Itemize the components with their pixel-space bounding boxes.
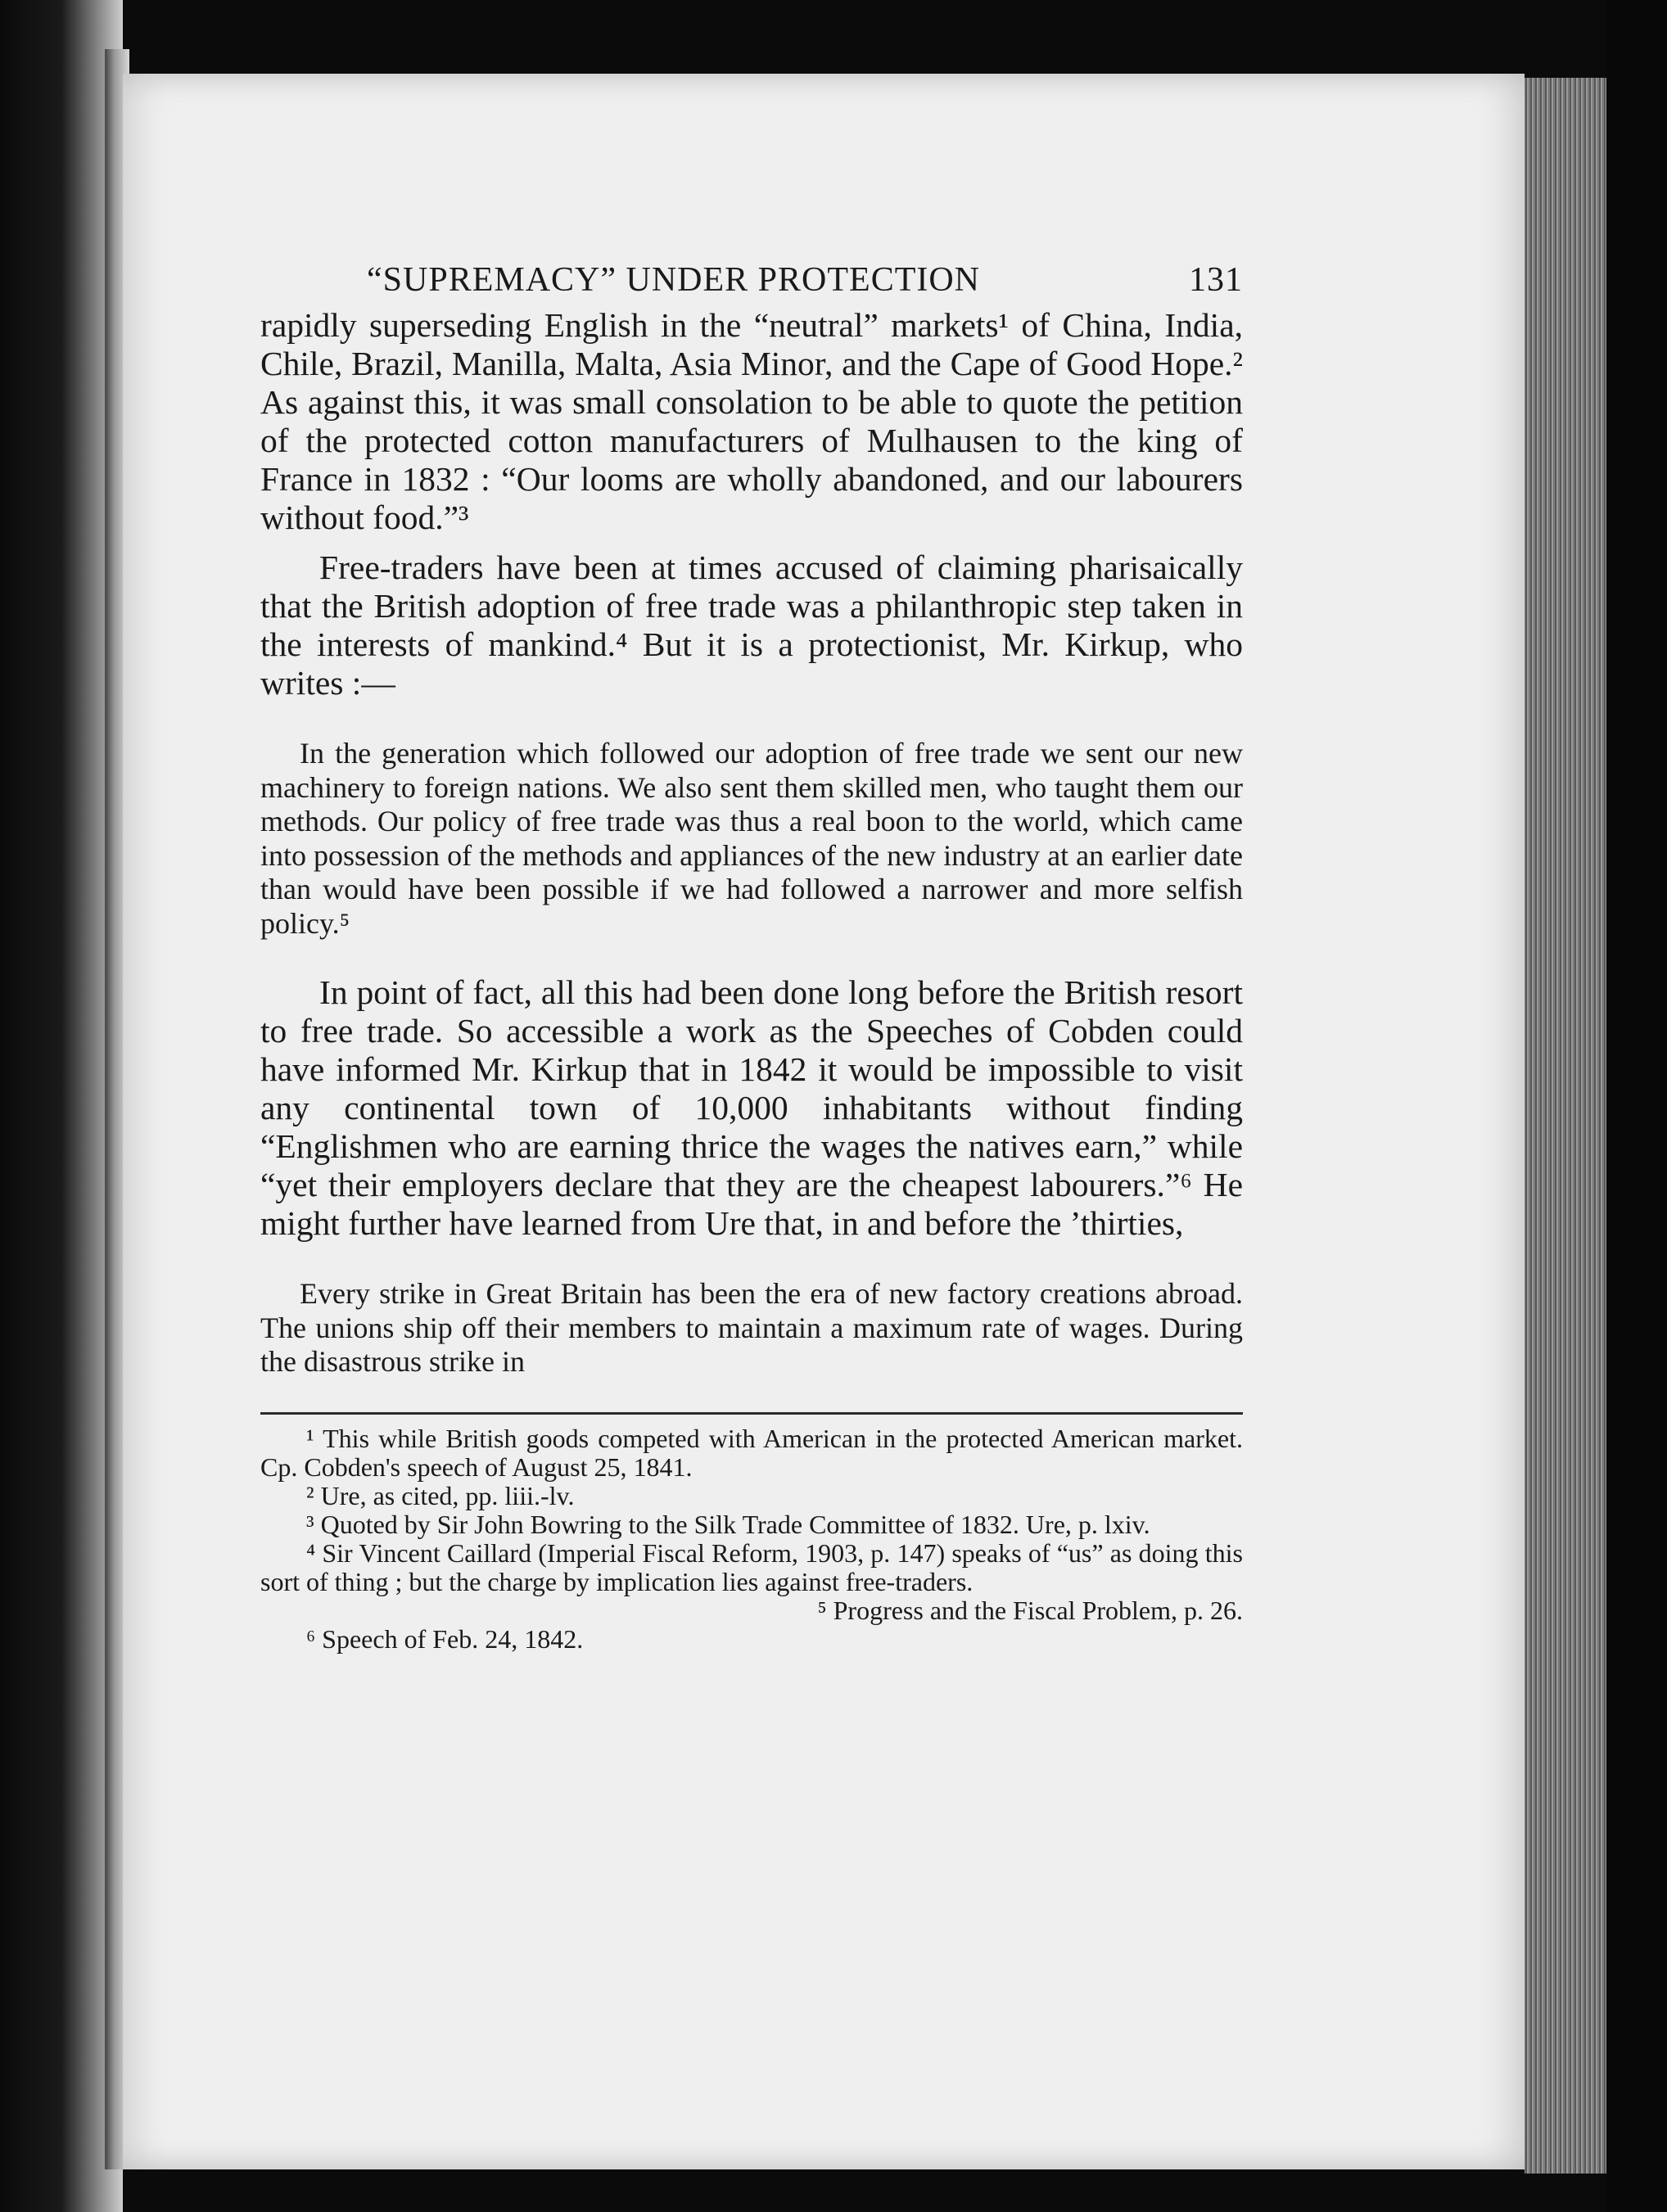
page-number: 131 bbox=[1189, 261, 1243, 299]
footnote-2: ² Ure, as cited, pp. liii.-lv. bbox=[306, 1480, 575, 1510]
paragraph-2: Free-traders have been at times accused of claiming pharisaically that the British adoption of free trade was a philanthropic step taken in the interests of mankind.⁴ But it is a protectionist, Mr. Kirkup, who writes :— bbox=[260, 548, 1243, 702]
footnote-rule bbox=[260, 1412, 1243, 1415]
footnote-3: ³ Quoted by Sir John Bowring to the Silk Trade Committee of 1832. Ure, p. lxiv. bbox=[306, 1509, 1150, 1539]
running-head bbox=[260, 260, 1243, 300]
footnote-6: ⁶ Speech of Feb. 24, 1842. bbox=[306, 1623, 584, 1654]
binding-shadow bbox=[1606, 0, 1667, 2212]
running-head-title: “SUPREMACY” UNDER PROTECTION bbox=[367, 261, 981, 299]
block-quote-ure: Every strike in Great Britain has been the era of new factory creations abroad. The unions ship off their members to maintain a maximum rate of wages. During the disastrous strike in bbox=[260, 1277, 1243, 1378]
footnote-1: ¹ This while British goods competed with American in the protected American market. Cp. Cobden's speech of August 25, 1841. bbox=[260, 1423, 1243, 1482]
paragraph-3: In point of fact, all this had been done long before the British resort to free trade. So accessible a work as the Speeches of Cobden could have informed Mr. Kirkup that in 1842 it would be impossible to visit any continental town of 10,000 inhabitants without finding “Englishmen who are earning thrice the wages the natives earn,” while “yet their employers declare that they are the cheapest labourers.”⁶ He might further have learned from Ure that, in and before the ’thirties, bbox=[260, 973, 1243, 1242]
paragraph-1: rapidly superseding English in the “neutral” markets¹ of China, India, Chile, Brazil, Manilla, Malta, Asia Minor, and the Cape of Good Hope.² As against this, it was small consolation to be able to quote the petition of the protected cotton manufacturers of Mulhausen to the king of France in 1832 : “Our looms are wholly abandoned, and our labourers without food.”³ bbox=[260, 306, 1243, 536]
footnote-5: ⁵ Progress and the Fiscal Problem, p. 26. bbox=[817, 1595, 1243, 1625]
fore-edge-pages bbox=[1525, 78, 1606, 2174]
footnotes bbox=[260, 1424, 1243, 1654]
footnote-4: ⁴ Sir Vincent Caillard (Imperial Fiscal Reform, 1903, p. 147) speaks of “us” as doing this sort of thing ; but the charge by implication lies against free-traders. bbox=[260, 1537, 1243, 1596]
page-content bbox=[260, 260, 1243, 1654]
block-quote-kirkup: In the generation which followed our adoption of free trade we sent our new machinery to foreign nations. We also sent them skilled men, who taught them our methods. Our policy of free trade was thus a real boon to the world, which came into possession of the methods and appliances of the new industry at an earlier date than would have been possible if we had followed a narrower and more selfish policy.⁵ bbox=[260, 737, 1243, 940]
